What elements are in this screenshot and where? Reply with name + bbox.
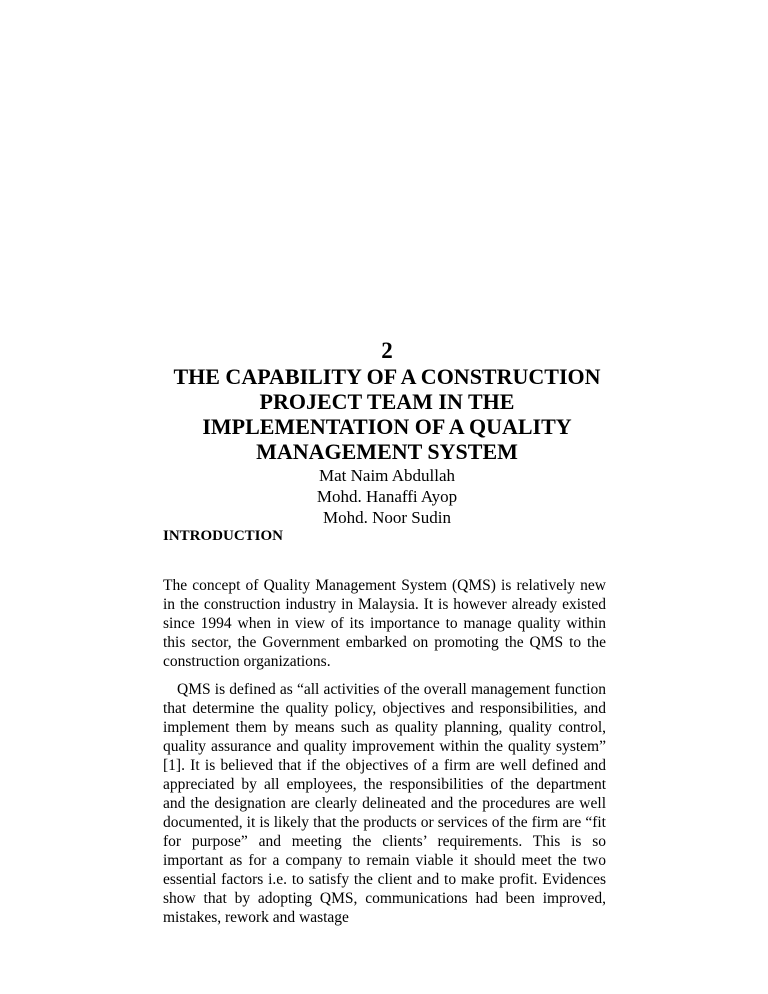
- body-paragraph: The concept of Quality Management System (QMS) is relatively new in the construction industry in Malaysia. It is however already existed since 1994 when in view of its importance to manage quality within this sector, the Government embarked on promoting the QMS to the construction organizations.: [163, 577, 606, 670]
- body-text: [163, 576, 606, 936]
- chapter-number: 2: [381, 338, 393, 363]
- body-paragraph: QMS is defined as “all activities of the overall management function that determine the quality policy, objectives and responsibilities, and implement them by means such as quality planning, quality control, quality assurance and quality improvement within the quality system” [1]. It is believed that if the objectives of a firm are well defined and appreciated by all employees, the responsibilities of the department and the designation are clearly delineated and the procedures are well documented, it is likely that the products or services of the firm are “fit for purpose” and meeting the clients’ requirements. This is so important as for a company to remain viable it should meet the two essential factors i.e. to satisfy the client and to make profit. Evidences show that by adopting QMS, communications had been improved, mistakes, rework and wastage: [163, 681, 606, 926]
- author-list: [150, 465, 624, 528]
- author-name: Mohd. Hanaffi Ayop: [316, 487, 458, 506]
- section-heading: INTRODUCTION: [163, 528, 284, 544]
- chapter-header: [150, 338, 624, 528]
- author-name: Mat Naim Abdullah: [319, 466, 455, 485]
- chapter-title-line: IMPLEMENTATION OF A QUALITY: [202, 414, 572, 439]
- chapter-title-line: MANAGEMENT SYSTEM: [256, 439, 518, 464]
- chapter-title-line: THE CAPABILITY OF A CONSTRUCTION: [173, 364, 601, 389]
- chapter-title: [150, 364, 624, 464]
- author-name: Mohd. Noor Sudin: [323, 508, 451, 527]
- chapter-title-line: PROJECT TEAM IN THE: [259, 389, 515, 414]
